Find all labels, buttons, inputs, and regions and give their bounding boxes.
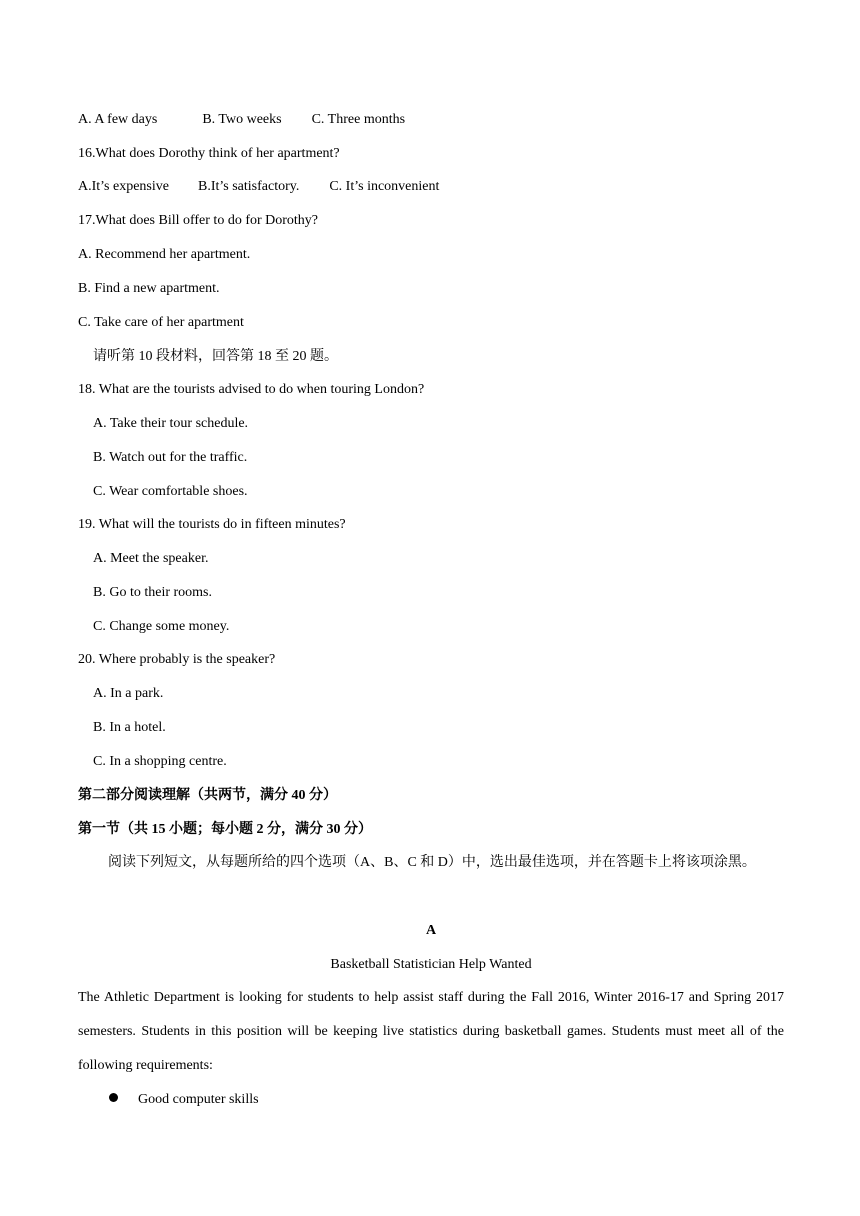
q17-option-b: B. Find a new apartment. — [78, 281, 220, 296]
q19-question: 19. What will the tourists do in fifteen minutes? — [78, 517, 346, 532]
passage-letter: A — [425, 923, 437, 938]
q15-option-a: A. A few days — [78, 112, 158, 127]
q18-question: 18. What are the tourists advised to do when touring London? — [78, 382, 425, 397]
passage-body: The Athletic Department is looking for students to help assist staff during the Fall 2016, Winter 2016-17 and Spring 2017 semesters. Students in this position will be keeping live statistics during basketball games. Students must meet all of the following requirements: — [78, 990, 784, 1073]
q18-option-c: C. Wear comfortable shoes. — [93, 484, 248, 499]
q17-question: 17.What does Bill offer to do for Dorothy? — [78, 213, 319, 228]
requirement-item — [109, 1090, 259, 1110]
part2-heading: 第二部分阅读理解（共两节，满分 40 分） — [78, 788, 337, 803]
q16-option-a: A.It’s expensive — [78, 179, 169, 194]
requirement-text: Good computer skills — [138, 1092, 259, 1107]
q17-option-c: C. Take care of her apartment — [78, 315, 244, 330]
q18-option-a: A. Take their tour schedule. — [93, 416, 249, 431]
bullet-dot-icon — [109, 1093, 118, 1102]
q20-option-a: A. In a park. — [93, 686, 164, 701]
q16-options — [78, 177, 439, 197]
q19-option-c: C. Change some money. — [93, 619, 230, 634]
q15-option-b: B. Two weeks — [202, 112, 282, 127]
q19-option-a: A. Meet the speaker. — [93, 551, 209, 566]
section1-heading: 第一节（共 15 小题；每小题 2 分，满分 30 分） — [78, 822, 372, 837]
q15-options — [78, 110, 405, 130]
q16-option-c: C. It’s inconvenient — [329, 179, 440, 194]
q16-option-b: B.It’s satisfactory. — [197, 179, 300, 194]
q20-option-c: C. In a shopping centre. — [93, 754, 227, 769]
q15-option-c: C. Three months — [311, 112, 406, 127]
section10-instruction: 请听第 10 段材料，回答第 18 至 20 题。 — [93, 349, 338, 364]
q18-option-b: B. Watch out for the traffic. — [93, 450, 248, 465]
q20-question: 20. Where probably is the speaker? — [78, 652, 276, 667]
reading-instruction: 阅读下列短文，从每题所给的四个选项（A、B、C 和 D）中，选出最佳选项，并在答题卡上将该项涂黑。 — [108, 855, 756, 870]
passage-title: Basketball Statistician Help Wanted — [330, 957, 532, 972]
q20-option-b: B. In a hotel. — [93, 720, 166, 735]
q19-option-b: B. Go to their rooms. — [93, 585, 212, 600]
q17-option-a: A. Recommend her apartment. — [78, 247, 251, 262]
q16-question: 16.What does Dorothy think of her apartment? — [78, 146, 340, 161]
